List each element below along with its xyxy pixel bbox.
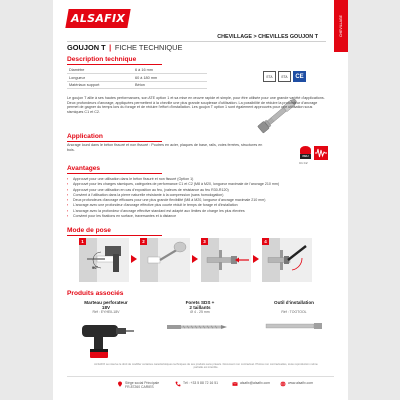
application-text: Ancrage lourd dans le béton fissuré et non fissuré : Poutres en acier, plaques de base, rails, voies ferrées, structures en bois. [67,143,263,152]
advantage-text: L'ancrage avec une profondeur d'ancrage effective plus courte réduit le temps de forage et d'installation [73,203,238,208]
advantages-list [67,177,339,219]
description-text: Le goujon T allie à ses hautes performances, son ATE option 1 et sa mise en œuvre rapide et simple, pour être utilisée pour une grande variété d'applications. Deux profondeurs d'ancrage, appliquées permettent à la cheville une plus grande souplesse d'utilisation. La possibilité de réduire la profondeur d'ancrage permet de gagner du temps lors du forage et de réduire l'effort d'installation. Les goujon T option 1 sont également approuvés pour une utilisation sous sismiques C1 et C2. [67,96,325,114]
application-heading: Application [67,133,103,140]
advantage-text: Convient pour les fixations en surface, traversantes et à distance [73,213,177,218]
tighten-wrench-icon [262,238,312,282]
install-step-drill [79,238,129,282]
product-reference: Réf : TOOTOOL [281,310,307,315]
footer-address [125,381,159,389]
flame-icon [300,146,311,154]
product-name-line: Marteau perforateur [84,300,128,305]
address-line: FR-87260 CARIES [125,385,154,390]
advantage-text: Approuvé pour les charges sismiques, catégories de performance C1 et C2 (M8 à M20, longueur maximale de l'ancrage 210 mm) [73,182,280,187]
product-name-line: Forets SDS + [185,300,215,305]
description-heading: Description technique [67,56,137,63]
step-number: 4 [262,238,269,245]
drill-into-concrete-icon [79,238,129,282]
spec-label: Diamètre [67,67,133,74]
side-tab-label: CHEVILLAGE [339,15,344,37]
phone-icon [175,381,181,387]
chevron-right-icon: › [67,208,69,213]
seismic-label: C1 C2 [299,161,308,165]
related-product-card[interactable] [251,300,337,332]
advantages-heading: Avantages [67,165,101,172]
fire-resistance-icon [300,146,311,160]
install-step-tighten [262,238,312,282]
angle-label: 90° [92,265,99,270]
list-item [67,214,339,219]
advantage-text: Convient à l'utilisation dans la pierre naturelle résistante à la compression (sans homologation) [73,192,224,197]
footer-phone[interactable]: Tél : +33 5 88 72 16 51 [183,381,218,385]
chevron-right-icon: › [67,203,69,208]
footer-email[interactable]: alsafix@alsafix.com [240,381,271,385]
breadcrumb[interactable]: CHEVILLAGE > CHEVILLES GOUJON T [217,34,318,40]
advantage-text: Approuvé pour une utilisation en cas d'exposition au feu, (valeurs de résistance au feu R30-R120) [73,187,229,192]
hammer-drill-image [76,317,136,361]
product-name-line: 2 taillants [189,305,211,311]
product-detail: Ø 4 - 25 mm [190,310,210,315]
eta-certification-icon: ETA [263,71,276,82]
product-name-line: Outil d'installation [274,300,314,305]
page-title [67,43,182,52]
footer-website[interactable]: www.alsafix.com [288,381,314,385]
side-category-tab [334,0,348,52]
arrow-right-icon [192,255,198,263]
ce-mark-icon: CE [293,71,306,82]
advantage-text: Approuvé pour une utilisation dans le béton fissuré et non fissuré (Option 1) [73,177,194,181]
seismic-wave-icon [315,148,327,158]
product-name: GOUJON T [67,43,106,52]
product-reference: Réf : EYHEIL18V [92,310,120,315]
related-products-heading: Produits associés [67,290,124,297]
location-pin-icon [117,381,123,387]
spec-value: Béton [133,81,207,88]
alsafix-logo[interactable] [65,9,130,28]
eta-certification-icon: ETA [278,71,291,82]
globe-icon [280,381,286,387]
advantage-text: L'ancrage avec la profondeur d'ancrage effective standard est adapté aux limites de charge les plus élevées [73,208,245,213]
seismic-icon [314,146,328,160]
datasheet-page [53,0,348,400]
related-product-card[interactable] [157,300,243,333]
installation-tool-image [264,320,324,332]
chevron-right-icon: › [67,192,69,197]
step-number: 2 [140,238,147,245]
chevron-right-icon: › [67,182,69,187]
spec-table [67,67,207,89]
product-name-line: 18V [101,305,111,311]
footer [67,376,334,391]
title-separator: | [109,43,112,52]
mail-icon [232,381,238,387]
legal-notice: ALSAFIX se réserve le droit de modifier certaines caractéristiques techniques de ses produits sans préavis. Document non contractuel. Photos non contractuelles, toute reproduction même partielle est interdite. [94,363,318,370]
install-step-clean [140,238,190,282]
header-divider [67,41,326,42]
chevron-right-icon: › [67,198,69,202]
installation-heading: Mode de pose [67,227,111,234]
step-number: 1 [79,238,86,245]
spec-row [67,67,207,74]
chevron-right-icon: › [67,177,69,181]
advantage-text: Deux profondeurs d'ancrage efficaces pour une plus grande flexibilité (M8 à M20, longueur d'ancrage maximale 210 mm) [73,198,266,202]
spec-row [67,74,207,81]
clean-hole-icon [140,238,190,282]
spec-value: 6 à 16 mm [133,67,207,74]
arrow-right-icon [131,255,137,263]
spec-value: 60 à 180 mm [133,74,207,81]
arrow-right-icon [253,255,259,263]
title-subtitle: FICHE TECHNIQUE [114,43,183,52]
insert-anchor-icon [201,238,251,282]
spec-label: Matériaux support [67,81,133,88]
chevron-right-icon: › [67,213,69,218]
step-number: 3 [201,238,208,245]
chevron-right-icon: › [67,187,69,192]
address-line: Siège social Principale [125,381,160,385]
spec-row [67,81,207,88]
spec-label: Longueur [67,74,133,81]
related-product-card[interactable] [63,300,149,361]
sds-drill-bit-image [165,321,235,333]
install-step-insert [201,238,251,282]
fire-label: FEU [300,154,311,159]
logo-text: ALSAFIX [70,12,126,25]
